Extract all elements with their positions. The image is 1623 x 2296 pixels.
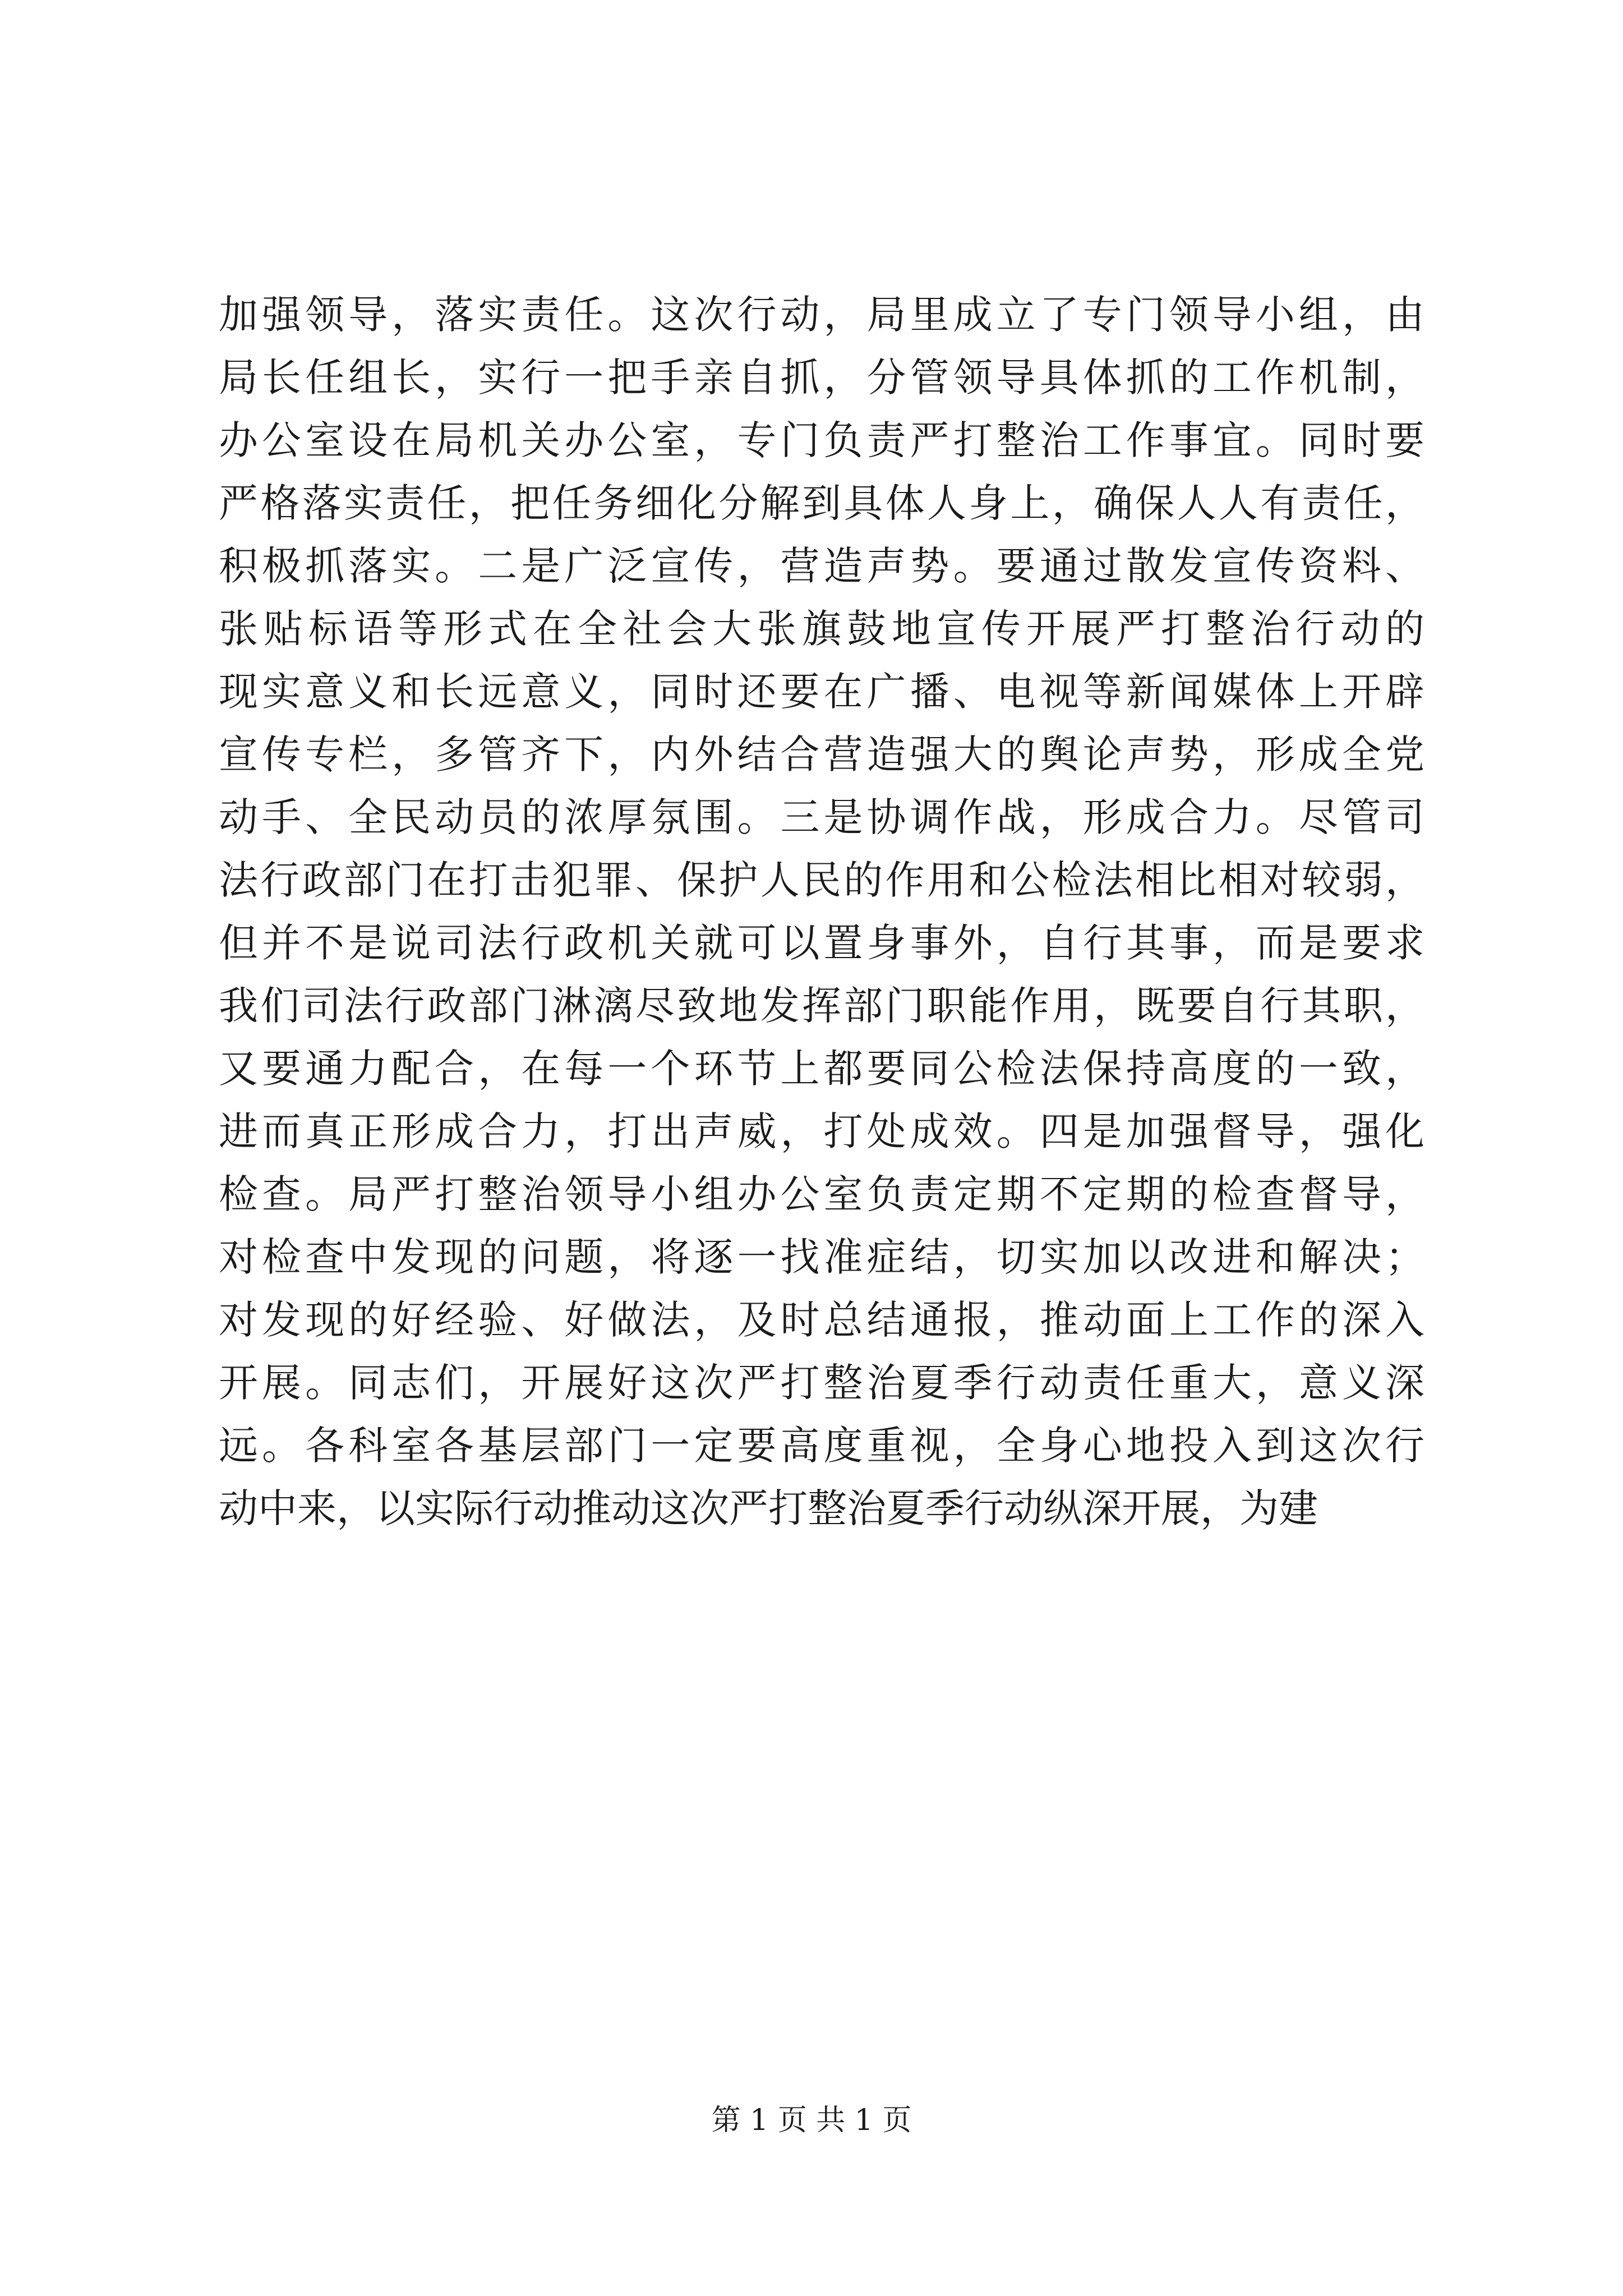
text-line: 对发现的好经验、好做法，及时总结通报，推动面上工作的深入 <box>219 1297 1424 1343</box>
text-line: 我们司法行政部门淋漓尽致地发挥部门职能作用，既要自行其职， <box>219 983 1424 1029</box>
text-line: 严格落实责任，把任务细化分解到具体人身上，确保人人有责任， <box>219 480 1424 526</box>
text-line: 但并不是说司法行政机关就可以置身事外，自行其事，而是要求 <box>219 920 1424 966</box>
text-line: 办公室设在局机关办公室，专门负责严打整治工作事宜。同时要 <box>219 417 1424 463</box>
text-line: 宣传专栏，多管齐下，内外结合营造强大的舆论声势，形成全党 <box>219 731 1424 777</box>
text-line: 局长任组长，实行一把手亲自抓，分管领导具体抓的工作机制， <box>219 355 1424 401</box>
text-line: 动中来，以实际行动推动这次严打整治夏季行动纵深开展，为建 <box>219 1485 1318 1531</box>
text-line: 张贴标语等形式在全社会大张旗鼓地宣传开展严打整治行动的 <box>219 606 1424 652</box>
page-number-footer: 第 1 页 共 1 页 <box>711 2104 912 2137</box>
text-line: 又要通力配合，在每一个环节上都要同公检法保持高度的一致， <box>219 1046 1424 1092</box>
body-text <box>219 283 1424 1540</box>
text-line: 开展。同志们，开展好这次严打整治夏季行动责任重大，意义深 <box>219 1360 1424 1406</box>
text-line: 远。各科室各基层部门一定要高度重视，全身心地投入到这次行 <box>219 1423 1424 1469</box>
text-line: 加强领导，落实责任。这次行动，局里成立了专门领导小组，由 <box>219 292 1424 338</box>
text-line: 对检查中发现的问题，将逐一找准症结，切实加以改进和解决； <box>219 1234 1424 1280</box>
text-line: 进而真正形成合力，打出声威，打处成效。四是加强督导，强化 <box>219 1108 1424 1154</box>
text-line: 积极抓落实。二是广泛宣传，营造声势。要通过散发宣传资料、 <box>219 543 1424 589</box>
text-line: 检查。局严打整治领导小组办公室负责定期不定期的检查督导， <box>219 1171 1424 1217</box>
text-line: 法行政部门在打击犯罪、保护人民的作用和公检法相比相对较弱， <box>219 857 1424 903</box>
text-line: 现实意义和长远意义，同时还要在广播、电视等新闻媒体上开辟 <box>219 669 1424 715</box>
text-line: 动手、全民动员的浓厚氛围。三是协调作战，形成合力。尽管司 <box>219 794 1424 840</box>
